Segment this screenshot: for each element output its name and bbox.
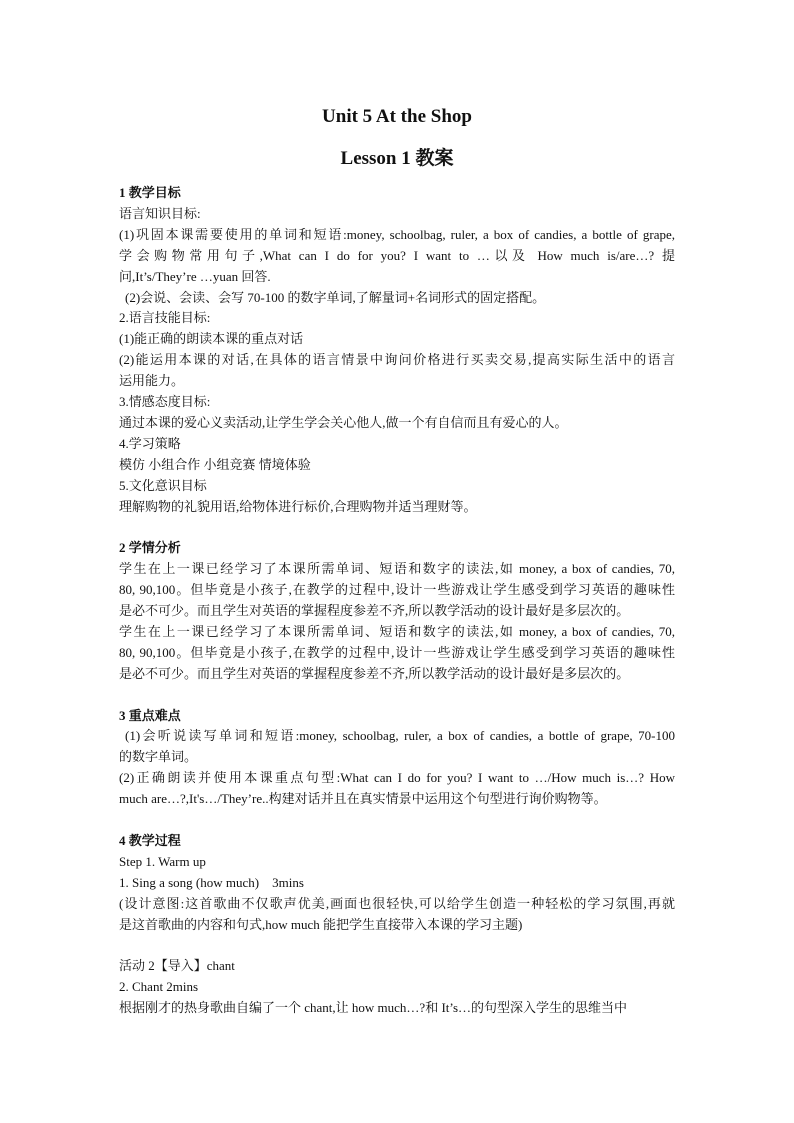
paragraph-line: 学生在上一课已经学习了本课所需单词、短语和数字的读法,如 money, a box of candies, 70, xyxy=(119,623,675,639)
paragraph-line: 是这首歌曲的内容和句式,how much 能把学生直接带入本课的学习主题) xyxy=(119,916,523,932)
section-heading-objectives: 1 教学目标 xyxy=(119,185,181,200)
paragraph-line: 通过本课的爱心义卖活动,让学生学会关心他人,做一个有自信而且有爱心的人。 xyxy=(119,414,568,430)
paragraph-line: 是必不可少。而且学生对英语的掌握程度参差不齐,所以教学活动的设计最好是多层次的。 xyxy=(119,603,630,619)
section-heading-process: 4 教学过程 xyxy=(119,832,181,848)
paragraph-line: 80, 90,100。但毕竟是小孩子,在教学的过程中,设计一些游戏让学生感受到学习英语的趣味性 xyxy=(119,582,675,598)
document-body xyxy=(119,183,675,1019)
section-heading-key-points: 3 重点难点 xyxy=(119,707,181,723)
paragraph-line: 5.文化意识目标 xyxy=(119,477,207,493)
paragraph-line: 3.情感态度目标: xyxy=(119,394,211,410)
paragraph-line: 2. Chant 2mins xyxy=(119,979,199,995)
paragraph-line: 2.语言技能目标: xyxy=(119,310,211,326)
paragraph-line: (1)会听说读写单词和短语:money, schoolbag, ruler, a box of candies, a bottle of grape, 70-100 xyxy=(125,728,675,744)
paragraph-line: 学生在上一课已经学习了本课所需单词、短语和数字的读法,如 money, a box of candies, 70, xyxy=(119,561,675,577)
document-title: Unit 5 At the Shop xyxy=(322,106,472,127)
paragraph-line: (设计意图:这首歌曲不仅歌声优美,画面也很轻快,可以给学生创造一种轻松的学习氛围,再就 xyxy=(119,895,675,911)
paragraph-line: 学会购物常用句子,What can I do for you? I want to …以及 How much is/are…? 提 xyxy=(119,247,675,263)
paragraph-line: 活动 2【导入】chant xyxy=(119,958,235,974)
paragraph-line: 是必不可少。而且学生对英语的掌握程度参差不齐,所以教学活动的设计最好是多层次的。 xyxy=(119,665,630,681)
paragraph-line: Step 1. Warm up xyxy=(119,853,206,869)
paragraph-line: much are…?,It's…/They’re..构建对话并且在真实情景中运用这个句型进行询价购物等。 xyxy=(119,791,607,807)
paragraph-line: 模仿 小组合作 小组竞赛 情境体验 xyxy=(119,456,311,472)
paragraph-line: (1)巩固本课需要使用的单词和短语:money, schoolbag, ruler, a box of candies, a bottle of grape, xyxy=(119,226,675,242)
paragraph-line: 语言知识目标: xyxy=(119,205,201,221)
paragraph-line: 4.学习策略 xyxy=(119,435,181,451)
paragraph-line: 理解购物的礼貌用语,给物体进行标价,合理购物并适当理财等。 xyxy=(119,498,477,514)
paragraph-line: 根据刚才的热身歌曲自编了一个 chant,让 how much…?和 It’s…的句型深入学生的思维当中 xyxy=(119,1000,628,1016)
paragraph-line: (1)能正确的朗读本课的重点对话 xyxy=(119,331,304,347)
paragraph-line: (2)会说、会读、会写 70-100 的数字单词,了解量词+名词形式的固定搭配。 xyxy=(125,289,546,305)
paragraph-line: 运用能力。 xyxy=(119,373,185,389)
paragraph-line: 问,It’s/They’re …yuan 回答. xyxy=(119,268,271,284)
paragraph-line: (2)能运用本课的对话,在具体的语言情景中询问价格进行买卖交易,提高实际生活中的语言 xyxy=(119,352,675,368)
paragraph-line: 的数字单词。 xyxy=(119,749,198,765)
document-subtitle: Lesson 1 教案 xyxy=(340,148,454,169)
paragraph-line: 1. Sing a song (how much) 3mins xyxy=(119,874,304,890)
paragraph-line: 80, 90,100。但毕竟是小孩子,在教学的过程中,设计一些游戏让学生感受到学习英语的趣味性 xyxy=(119,644,675,660)
paragraph-line: (2)正确朗读并使用本课重点句型:What can I do for you? I want to …/How much is…? How xyxy=(119,770,675,786)
section-heading-analysis: 2 学情分析 xyxy=(119,540,181,556)
